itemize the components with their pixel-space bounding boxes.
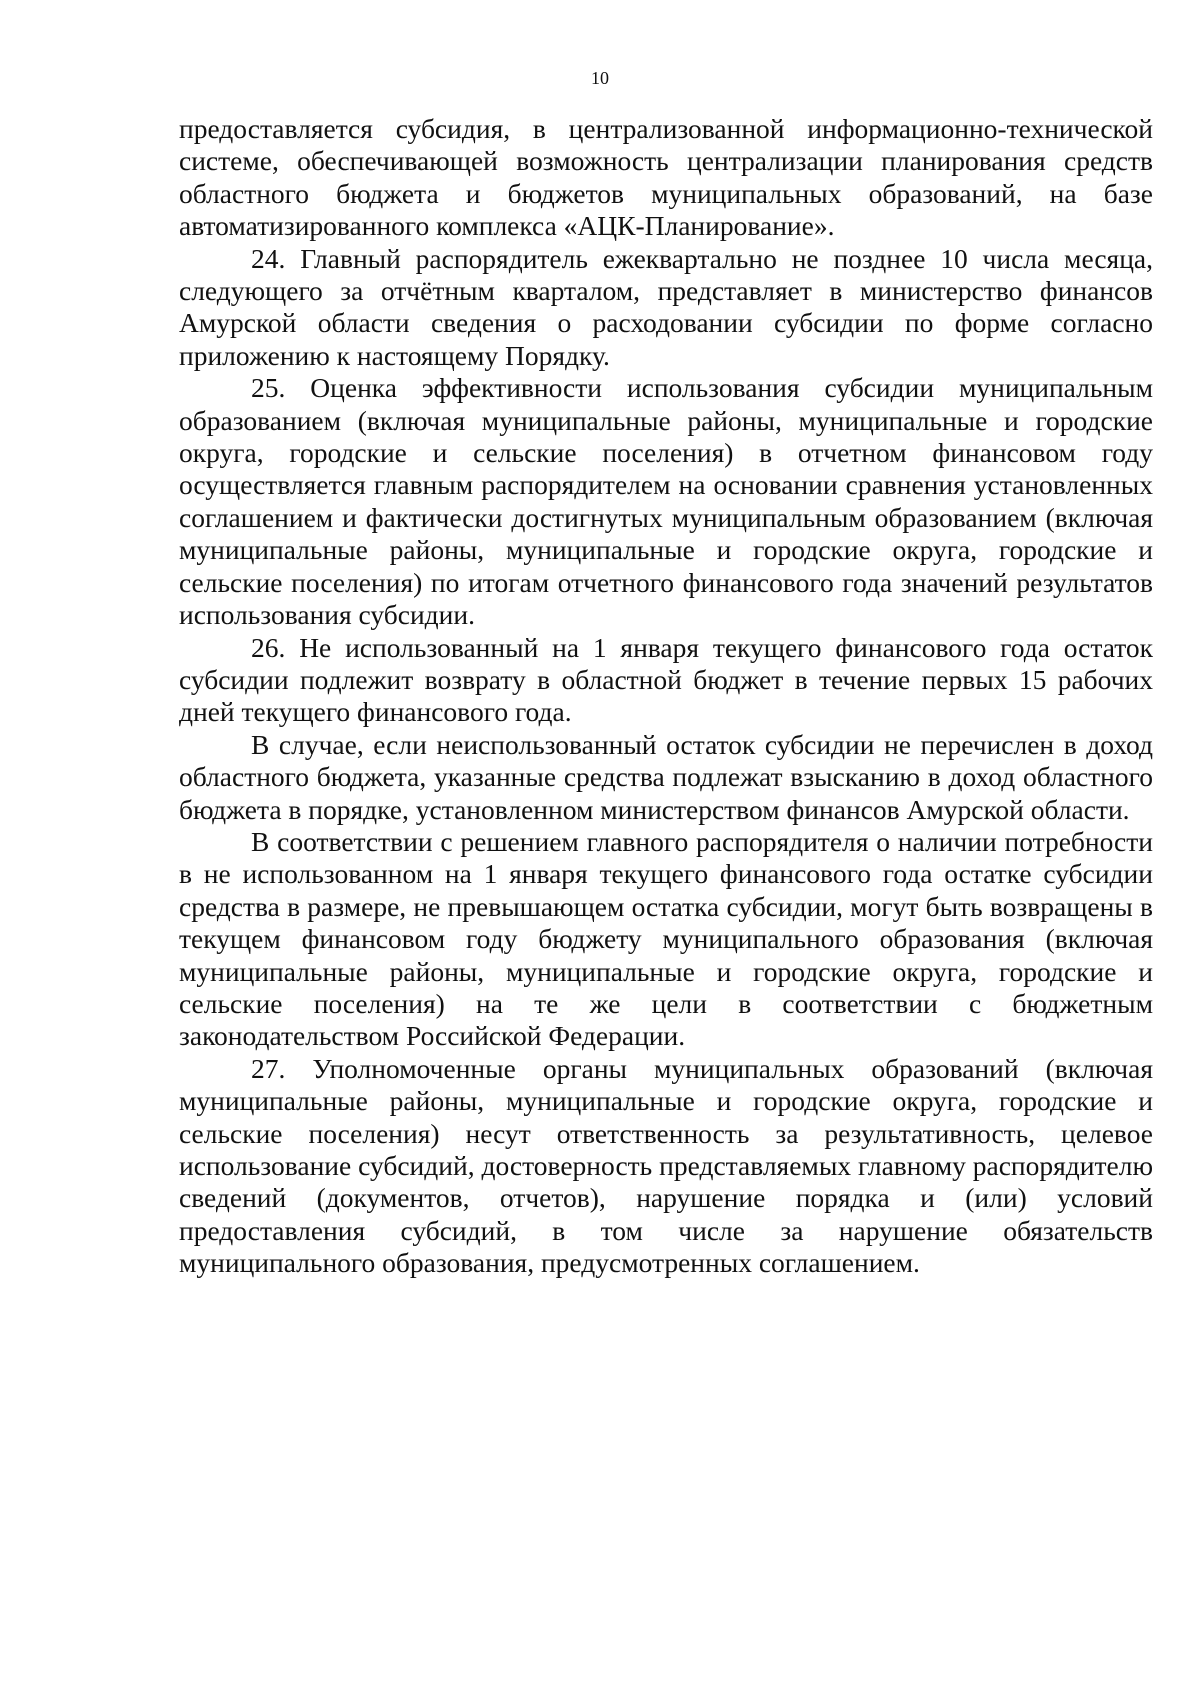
document-body — [179, 113, 1153, 1280]
paragraph-item-25: 25. Оценка эффективности использования субсидии муниципальным образованием (включая муниципальные районы, муниципальные и городские округа, городские и сельские поселения) в отчетном финансовом году осуществляется главным распорядителем на основании сравнения установленных соглашением и фактически достигнутых муниципальным образованием (включая муниципальные районы, муниципальные и городские округа, городские и сельские поселения) по итогам отчетного финансового года значений результатов использования субсидии. — [179, 372, 1153, 631]
page-number: 10 — [591, 68, 609, 88]
paragraph-refund-collection: В случае, если неиспользованный остаток субсидии не перечислен в доход областного бюджета, указанные средства подлежат взысканию в доход областного бюджета в порядке, установленном министерством финансов Амурской области. — [179, 728, 1153, 825]
paragraph-item-27: 27. Уполномоченные органы муниципальных образований (включая муниципальные районы, муниципальные и городские округа, городские и сельские поселения) несут ответственность за результативность, целевое использование субсидий, достоверность представляемых главному распорядителю сведений (документов, отчетов), нарушение порядка и (или) условий предоставления субсидий, в том числе за нарушение обязательств муниципального образования, предусмотренных соглашением. — [179, 1052, 1153, 1279]
paragraph-refund-return: В соответствии с решением главного распорядителя о наличии потребности в не использованном на 1 января текущего финансового года остатке субсидии средства в размере, не превышающем остатка субсидии, могут быть возвращены в текущем финансовом году бюджету муниципального образования (включая муниципальные районы, муниципальные и городские округа, городские и сельские поселения) на те же цели в соответствии с бюджетным законодательством Российской Федерации. — [179, 825, 1153, 1052]
paragraph-item-24: 24. Главный распорядитель ежеквартально не позднее 10 числа месяца, следующего за отчётным кварталом, представляет в министерство финансов Амурской области сведения о расходовании субсидии по форме согласно приложению к настоящему Порядку. — [179, 242, 1153, 371]
paragraph-item-26: 26. Не использованный на 1 января текущего финансового года остаток субсидии подлежит возврату в областной бюджет в течение первых 15 рабочих дней текущего финансового года. — [179, 631, 1153, 728]
paragraph-continuation: предоставляется субсидия, в централизованной информационно-технической системе, обеспечивающей возможность централизации планирования средств областного бюджета и бюджетов муниципальных образований, на базе автоматизированного комплекса «АЦК-Планирование». — [179, 113, 1153, 242]
